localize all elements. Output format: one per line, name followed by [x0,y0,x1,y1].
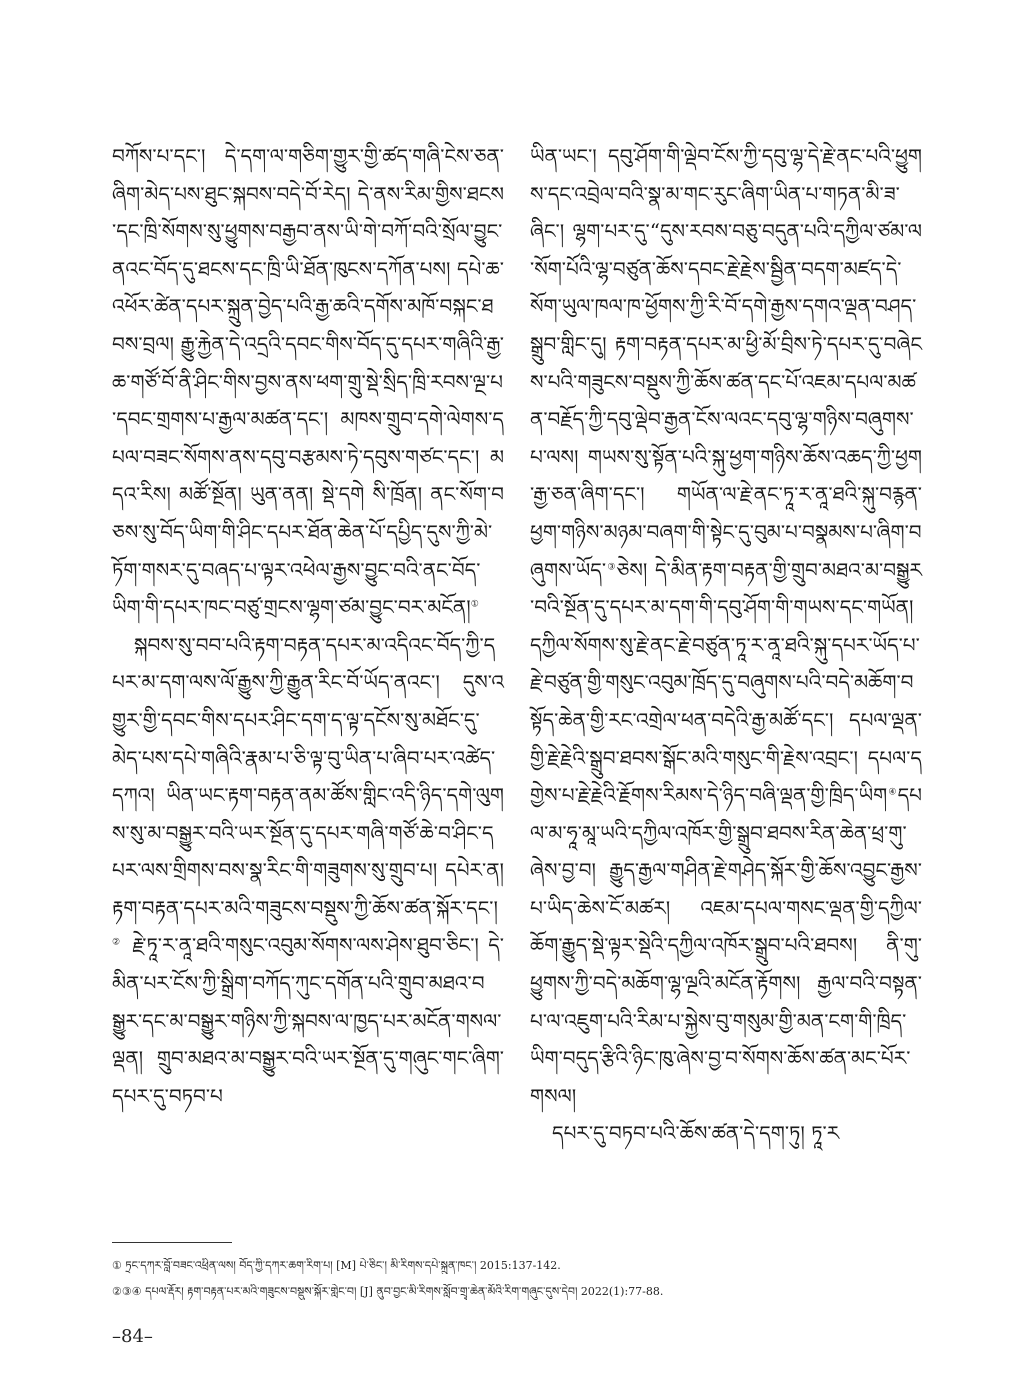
right-column [530,138,922,1153]
left-column [112,138,504,1115]
footnote-marker: ③ [606,561,617,572]
paragraph-text: ཡིན་ཡང་། དབུ་ཤོག་གི་ལྡེབ་ངོས་ཀྱི་དབུ་ལྷ་དེ་རྗེ་ནང་པའི་ཕྱུགས་དང་འབྲེལ་བའི་སྣ་མ་གང་རུང་ཞིག་ཡིན་པ་གཏན་མི་ཟ་ཞིང་། ལྷག་པར་དུ་“དུས་རབས་བཅུ་བདུན་པའི་དཀྱིལ་ཙམ་ལ་སོག་པོའི་ལྷ་བཙུན་ཆོས་དབང་རྗེ་རྗེས་སྦྱིན་བདག་མཛད་དེ་སོག་ཡུལ་ཁལ་ཁ་ཕྱོགས་ཀྱི་རི་བོ་དགེ་རྒྱས་དགའ་ལྡན་བཤད་སྒྲུབ་གླིང་དུ། རྟག་བརྟན་དཔར་མ་ཕྱི་མོ་བྲིས་ཏེ་དཔར་དུ་བཞེངས་པའི་གཟུངས་བསྡུས་ཀྱི་ཆོས་ཚན་དང་པོ་འཇམ་དཔལ་མཚན་བརྗོད་ཀྱི་དབུ་ལྡེབ་རྒྱན་ངོས་ལའང་དབུ་ལྷ་གཉིས་བཞུགས་པ་ལས། གཡས་སུ་སྟོན་པའི་སྐུ་ཕྱག་གཉིས་ཆོས་འཆད་ཀྱི་ཕྱག་རྒྱ་ཅན་ཞིག་དང་། གཡོན་ལ་རྗེ་ནང་ཏཱ་ར་ནཱ་ཐའི་སྐུ་བརྙན་ཕྱག་གཉིས་མཉམ་བཞག་གི་སྟེང་དུ་བུམ་པ་བསྣམས་པ་ཞིག་བཞུགས་ཡོད་ [530,144,922,582]
footnote: ① ཏྲང་དཀར་བློ་བཟང་འཕྲིན་ལས། བོད་ཀྱི་དཀར་ཆག་རིག་པ། [M] པེ་ཅིང་། མི་རིགས་དཔེ་སྐྲུན་ཁང་། 2015:137-142. [112,1259,561,1272]
paragraph-text: དཔར་དུ་བཏབ་པའི་ཆོས་ཚན་དེ་དག་ཏུ། ཏཱ་ར [552,1121,840,1146]
paragraph-text: ཅེས། དེ་མིན་རྟག་བརྟན་གྱི་གྲུབ་མཐའ་མ་བསྒྱུར་བའི་སྔོན་དུ་དཔར་མ་དག་གི་དབུ་ཤོག་གི་གཡས་དང་གཡོན། དཀྱིལ་སོགས་སུ་རྗེ་ནང་རྗེ་བཙུན་ཏཱ་ར་ནཱ་ཐའི་སྐུ་དཔར་ཡོད་པ་རྗེ་བཙུན་གྱི་གསུང་འབུམ་ཁྲོད་དུ་བཞུགས་པའི་བདེ་མཆོག་བསྟོད་ཆེན་གྱི་རང་འགྲེལ་ཕན་བདེའི་རྒྱ་མཚོ་དང་། དཔལ་ལྡན་གྱི་རྗེ་རྗེའི་སྒྲུབ་ཐབས་སྒོང་མའི་གསུང་གི་རྗེས་འབྲང་། དཔལ་དགྱེས་པ་རྗེ་རྗེའི་རྗོགས་རིམས་དེ་ཉིད་བཞི་ལྡན་གྱི་ཁྲིད་ཡིག [530,557,922,808]
footnote: ②③④ དཔལ་རྡོར། རྟག་བརྟན་པར་མའི་གཟུངས་བསྡུས་སྐོར་གླེང་བ། [J] ནུབ་བྱང་མི་རིགས་སློབ་གྲྭ་ཆེན་མོའི་རིག་གཞུང་དུས་དེབ། 2022(1):77-88. [112,1285,664,1298]
paragraph-text: བཀོས་པ་དང་། དེ་དག་ལ་གཅིག་གྱུར་གྱི་ཚད་གཞི་ངེས་ཅན་ཞིག་མེད་པས་ཐུང་སྐབས་བདེ་བོ་རེད། དེ་ནས་རིམ་གྱིས་ཐངས་དང་ཁྲི་སོགས་སུ་ཕྱུགས་བརྒྱབ་ནས་ཡི་གེ་བཀོ་བའི་སྲོལ་བྱུང་ནའང་བོད་དུ་ཐངས་དང་ཁྲི་ཡི་ཐོན་ཁུངས་དཀོན་པས། དཔེ་ཆ་འཕོར་ཚེན་དཔར་སྐྲུན་བྱེད་པའི་རྒྱ་ཆའི་དགོས་མཁོ་བསྐང་ཐབས་བྲལ། རྒྱུ་རྐྱེན་དེ་འདྲའི་དབང་གིས་བོད་དུ་དཔར་གཞིའི་རྒྱ་ཆ་གཙོ་བོ་ནི་ཤིང་གིས་བྱས་ནས་ཕག་གྲུ་སྡེ་སྲིད་ཁྲི་རབས་ལྔ་པ་དབང་གྲགས་པ་རྒྱལ་མཚན་དང་། མཁས་གྲུབ་དགེ་ལེགས་དཔལ་བཟང་སོགས་ནས་དབུ་བརྩམས་ཏེ་དབུས་གཙང་དང་། མདའ་རིས། མཚོ་སྔོན། ཡུན་ནན། སྡེ་དགེ སི་ཁྲོན། ནང་སོག་བཅས་སུ་བོད་ཡིག་གི་ཤིང་དཔར་ཐོན་ཆེན་པོ་དཔྱིད་དུས་ཀྱི་མེ་ཏོག་གསར་དུ་བཞད་པ་ལྟར་འཕེལ་རྒྱས་བྱུང་བའི་ནང་བོད་ཡིག་གི་དཔར་ཁང་བཙུ་གྲངས་ལྷག་ཙམ་བྱུང་བར་མངོན། [112,144,504,620]
footnote-marker: ④ [887,787,898,798]
paragraph [112,138,504,627]
paragraph [530,1115,922,1153]
footnote-marker: ① [470,599,479,610]
paragraph [530,138,922,1115]
paragraph-text: རྗེ་ཏཱ་ར་ནཱ་ཐའི་གསུང་འབུམ་སོགས་ལས་ཤེས་ཐུབ་ཅིང་། དེ་མིན་པར་ངོས་ཀྱི་སྒྲིག་བཀོད་ཀུང་དགོན་པའི་གྲུབ་མཐའ་བསྒྱུར་དང་མ་བསྒྱུར་གཉིས་ཀྱི་སྐབས་ལ་ཁྱད་པར་མངོན་གསལ་ལྡན། གྲུབ་མཐའ་མ་བསྒྱུར་བའི་ཡར་སྔོན་དུ་གཞུང་གང་ཞིག་དཔར་དུ་བཏབ་པ [112,933,504,1108]
paragraph-text: སྐབས་སུ་བབ་པའི་རྟག་བརྟན་དཔར་མ་འདིའང་བོད་ཀྱི་དཔར་མ་དག་ལས་ལོ་རྒྱུས་ཀྱི་རྒྱུན་རིང་བོ་ཡོད་ནའང་། དུས་འགྱུར་གྱི་དབང་གིས་དཔར་ཤིང་དག་ད་ལྟ་དངོས་སུ་མཐོང་དུ་མེད་པས་དཔེ་གཞིའི་རྣམ་པ་ཅི་ལྟ་བུ་ཡིན་པ་ཞིབ་པར་འཚེད་དཀའ། ཡིན་ཡང་རྟག་བརྟན་ནམ་ཚོས་གླིང་འདི་ཉིད་དགེ་ལུགས་སུ་མ་བསྒྱུར་བའི་ཡར་སྔོན་དུ་དཔར་གཞི་གཙོ་ཆེ་བ་ཤིང་དཔར་ལས་གྲིགས་བས་སྣ་རིང་གི་གཟུགས་སུ་གྲུབ་པ། དཔེར་ན། རྟག་བརྟན་དཔར་མའི་གཟུངས་བསྡུས་ཀྱི་ཆོས་ཚན་སྐོར་དང་། [112,632,504,920]
paragraph [112,627,504,1116]
footnote-marker: ② [112,937,124,948]
paragraph-text: དཔལ་མ་ཧཱ་མཱ་ཡའི་དཀྱིལ་འཁོར་གྱི་སྒྲུབ་ཐབས་རིན་ཆེན་ཕྲ་གུ་ཞེས་བྱ་བ། རྒྱུད་རྒྱལ་གཤིན་རྗེ་གཤེད་སྐོར་གྱི་ཆོས་འབྱུང་རྒྱས་པ་ཡིད་ཆེས་ངོ་མཚར། འཇམ་དཔལ་གསང་ལྡན་གྱི་དཀྱིལ་ཆོག་རྒྱུད་སྡེ་ལྟར་སྡེའི་དཀྱིལ་འཁོར་སྒྲུབ་པའི་ཐབས། ནི་གུ་ཕྱུགས་ཀྱི་བདེ་མཆོག་ལྷ་ལྔའི་མངོན་རྟོགས། རྒྱལ་བའི་བསྟན་པ་ལ་འཇུག་པའི་རིམ་པ་སྐྱེས་བུ་གསུམ་གྱི་མན་ངག་གི་ཁྲིད་ཡིག་བདུད་རྩིའི་ཉིང་ཁུ་ཞེས་བྱ་བ་སོགས་ཆོས་ཚན་མང་པོར་གསལ། [530,783,922,1108]
page-number: –84– [112,1326,153,1347]
footnote-divider [112,1242,232,1243]
